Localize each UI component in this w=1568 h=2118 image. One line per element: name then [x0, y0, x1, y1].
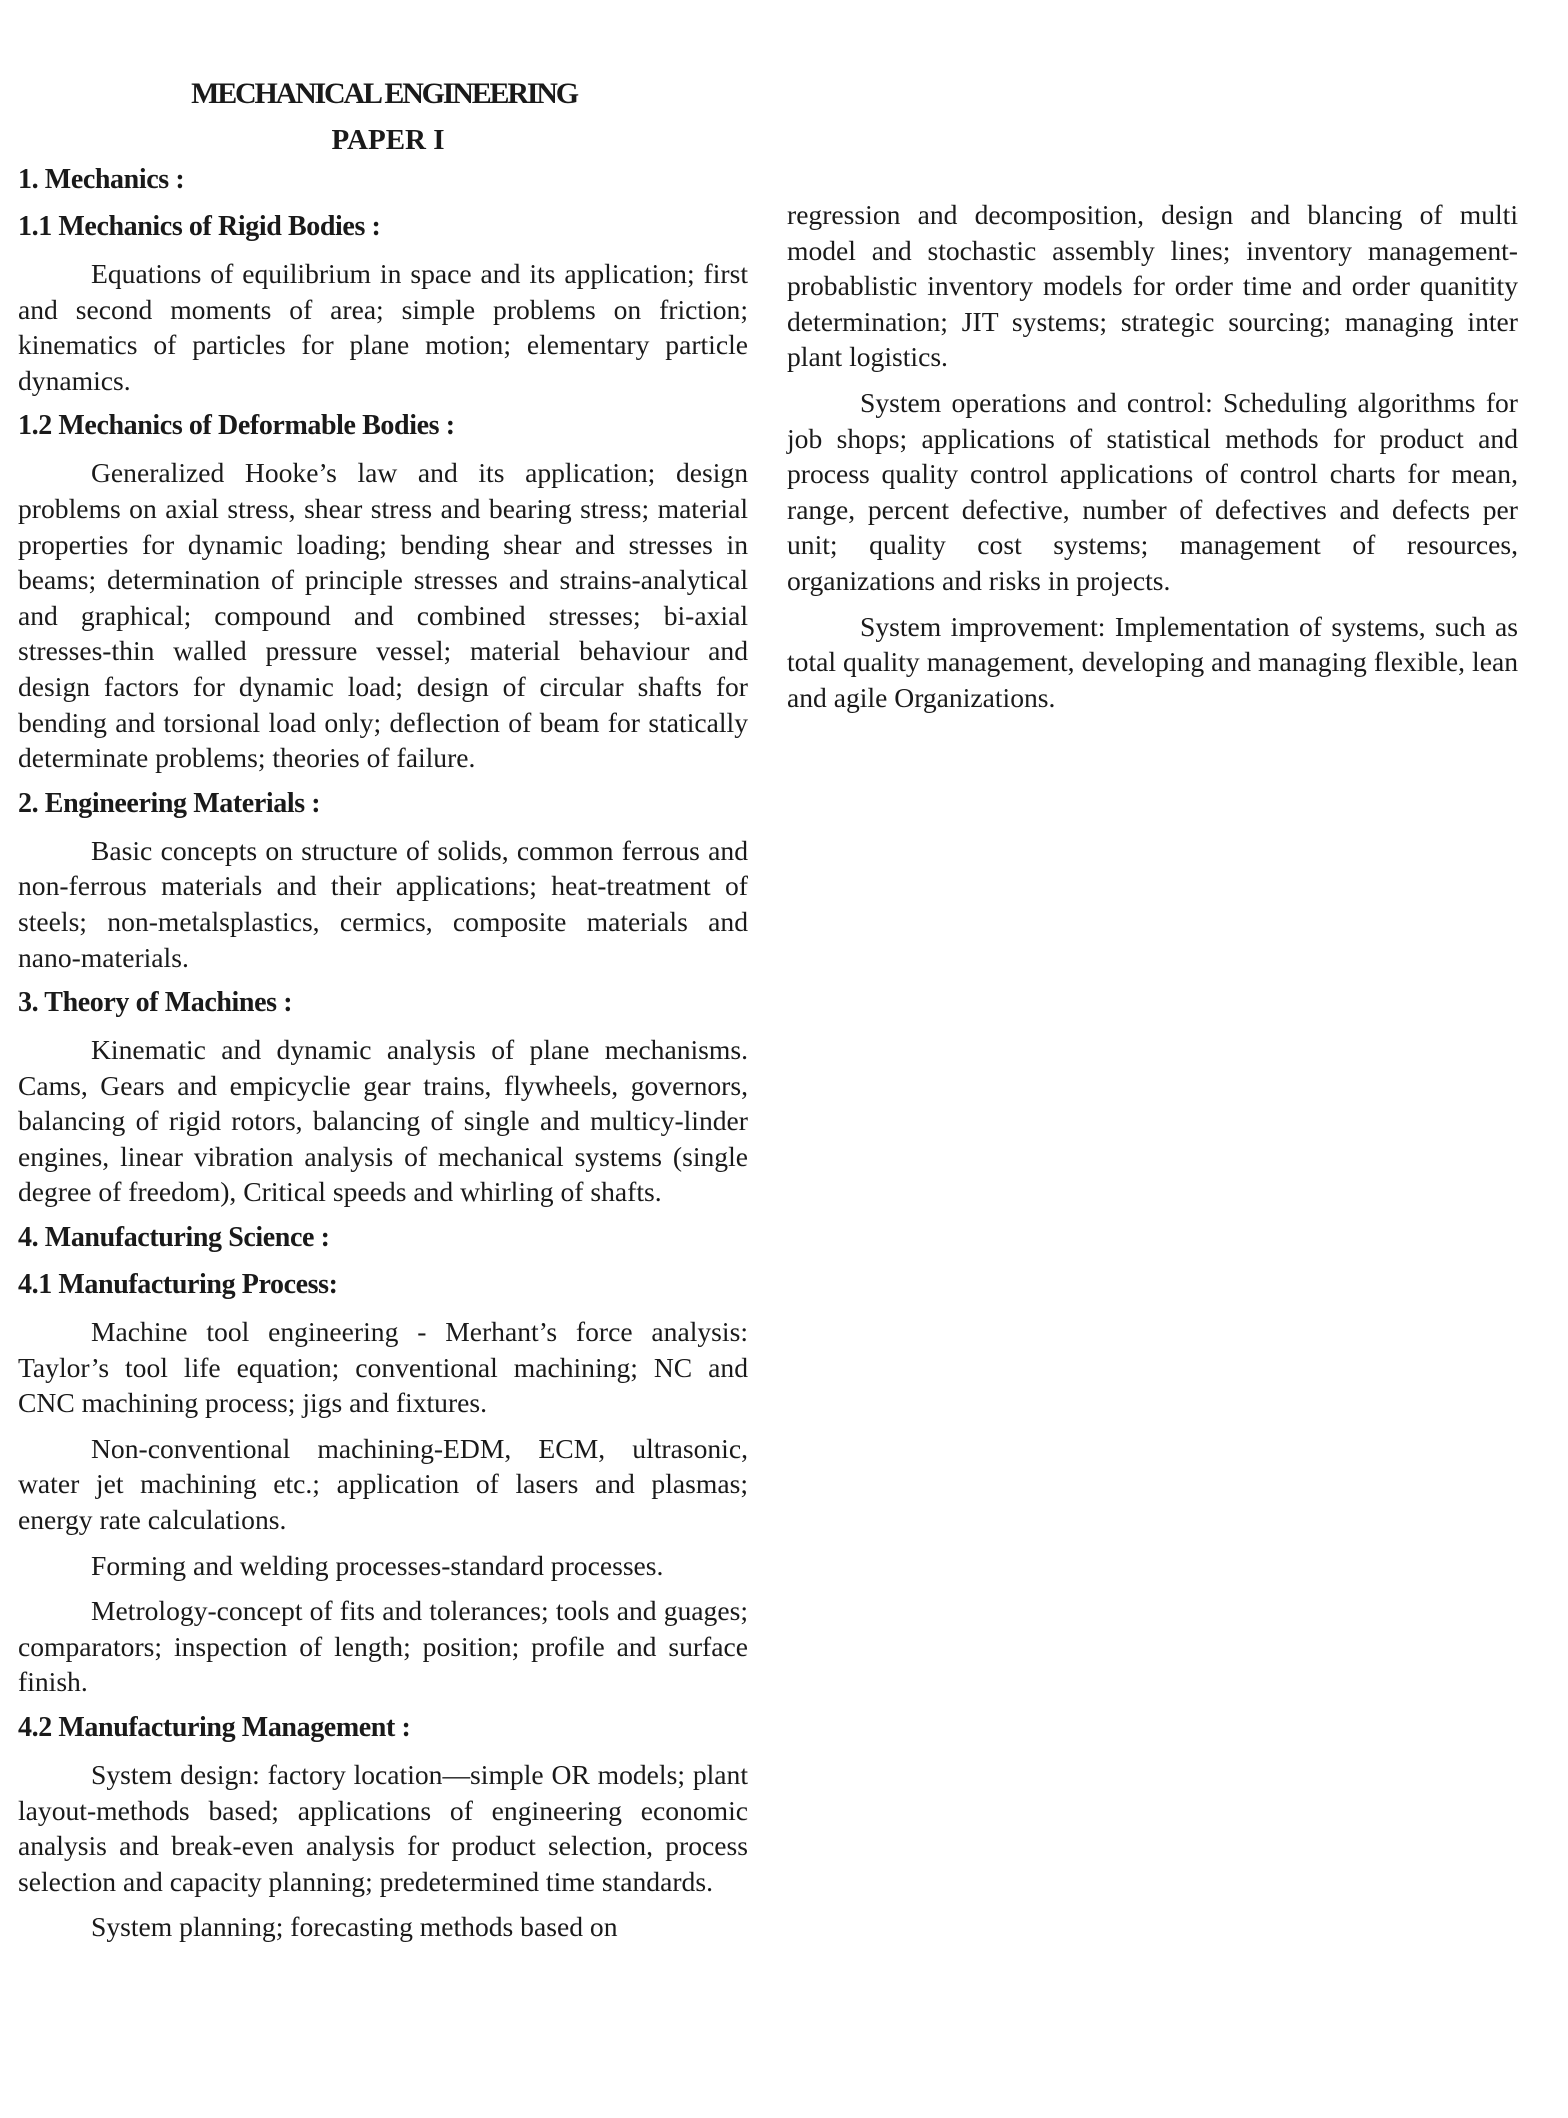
section-heading-mechanics: 1. Mechanics : [18, 164, 185, 195]
page-title: MECHANICAL ENGINEERING [191, 77, 577, 110]
paragraph-deformable-bodies: Generalized Hooke’s law and its application; design problems on axial stress, shear stress and bearing stress; material properties for dynamic loading; bending shear and stresses in beams; determination of principle stresses and strains-analytical and graphical; compound and combined stresses; bi-axial stresses-thin walled pressure vessel; material behaviour and design factors for dynamic load; design of circular shafts for bending and torsional load only; deflection of beam for statically determinate problems; theories of failure. [18, 457, 748, 774]
paragraph-machine-tool-engineering: Machine tool engineering - Merhant’s force analysis: Taylor’s tool life equation; conventional machining; NC and CNC machining process; jigs and fixtures. [18, 1316, 748, 1419]
subsection-heading-manufacturing-process: 4.1 Manufacturing Process: [18, 1269, 338, 1301]
paragraph-system-improvement: System improvement: Implementation of systems, such as total quality management, developing and managing flexible, lean and agile Organizations. [787, 610, 1518, 713]
section-heading-manufacturing-science: 4. Manufacturing Science : [18, 1222, 330, 1254]
subsection-heading-deformable-bodies: 1.2 Mechanics of Deformable Bodies : [18, 410, 455, 442]
right-column [787, 197, 1518, 725]
section-heading-theory-of-machines: 3. Theory of Machines : [18, 987, 293, 1019]
paragraph-theory-of-machines: Kinematic and dynamic analysis of plane mechanisms. Cams, Gears and empicyclie gear trains, flywheels, governors, balancing of rigid rotors, balancing of single and multicy-linder engines, linear vibration analysis of mechanical systems (single degree of freedom), Critical speeds and whirling of shafts. [18, 1034, 748, 1208]
paragraph-forming-welding: Forming and welding processes-standard processes. [91, 1549, 664, 1581]
paragraph-engineering-materials: Basic concepts on structure of solids, common ferrous and non-ferrous materials and their applications; heat-treatment of steels; non-metalsplastics, cermics, composite materials and nano-materials. [18, 834, 748, 973]
paragraph-rigid-bodies: Equations of equilibrium in space and its application; first and second moments of area; simple problems on friction; kinematics of particles for plane motion; elementary particle dynamics. [18, 258, 748, 396]
paragraph-system-operations: System operations and control: Scheduling algorithms for job shops; applications of statistical methods for product and process quality control applications of control charts for mean, range, percent defective, number of defectives and defects per unit; quality cost systems; management of resources, organizations and risks in projects. [787, 386, 1518, 596]
paragraph-system-planning-continued: regression and decomposition, design and blancing of multi model and stochastic assembly lines; inventory management-probablistic inventory models for order time and order quanitity determination; JIT systems; strategic sourcing; managing inter plant logistics. [787, 199, 1518, 373]
subsection-heading-rigid-bodies: 1.1 Mechanics of Rigid Bodies : [18, 211, 381, 242]
paragraph-system-design: System design: factory location—simple OR models; plant layout-methods based; applications of engineering economic analysis and break-even analysis for product selection, process selection and capacity planning; predetermined time standards. [18, 1759, 748, 1897]
paragraph-non-conventional-machining: Non-conventional machining-EDM, ECM, ultrasonic, water jet machining etc.; application of lasers and plasmas; energy rate calculations. [18, 1432, 748, 1536]
left-column [18, 162, 748, 1955]
section-heading-engineering-materials: 2. Engineering Materials : [18, 787, 321, 819]
page-subtitle: PAPER I [331, 124, 445, 156]
paragraph-metrology: Metrology-concept of fits and tolerances; tools and guages; comparators; inspection of length; position; profile and surface finish. [18, 1595, 748, 1698]
paragraph-system-planning: System planning; forecasting methods based on [91, 1911, 618, 1943]
title-block [0, 74, 776, 160]
subsection-heading-manufacturing-management: 4.2 Manufacturing Management : [18, 1712, 411, 1743]
